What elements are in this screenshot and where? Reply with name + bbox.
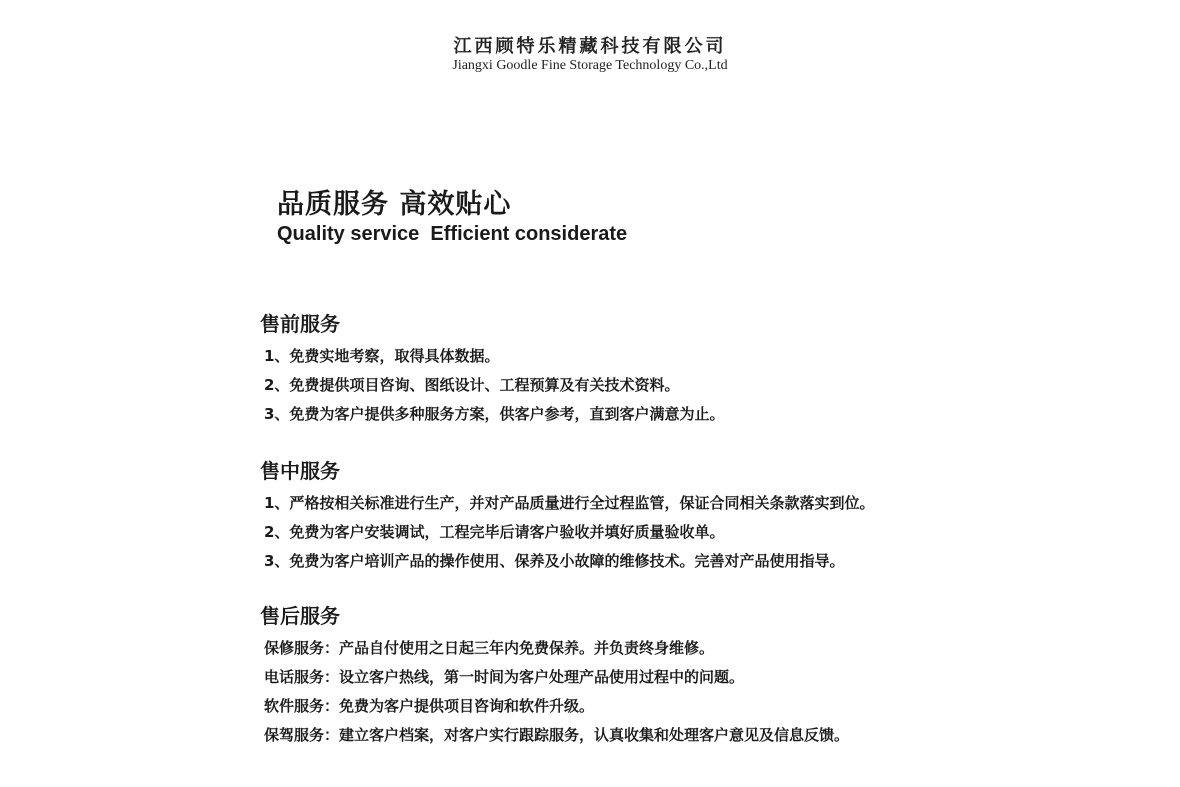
company-name-cn: 江西顾特乐精藏科技有限公司: [453, 36, 727, 57]
list-item: 1、免费实地考察，取得具体数据。: [264, 347, 500, 365]
list-item: 2、免费提供项目咨询、图纸设计、工程预算及有关技术资料。: [264, 376, 680, 394]
section-title: 售前服务: [260, 312, 340, 336]
pre-sale-section: [260, 310, 1020, 429]
slogan-title-en: Quality service Efficient considerate: [277, 223, 628, 245]
slogan: [277, 188, 627, 246]
list-item: 保修服务：产品自付使用之日起三年内免费保养。并负责终身维修。: [264, 639, 715, 657]
list-item: 3、免费为客户培训产品的操作使用、保养及小故障的维修技术。完善对产品使用指导。: [264, 552, 845, 570]
list-item: 2、免费为客户安装调试，工程完毕后请客户验收并填好质量验收单。: [264, 523, 725, 541]
after-sale-section: [260, 602, 1020, 750]
in-sale-section: [260, 457, 1020, 576]
section-title: 售中服务: [260, 459, 340, 483]
list-item: 软件服务：免费为客户提供项目咨询和软件升级。: [264, 697, 595, 715]
list-item: 1、严格按相关标准进行生产，并对产品质量进行全过程监管，保证合同相关条款落实到位。: [264, 494, 875, 512]
section-title: 售后服务: [260, 604, 340, 628]
list-item: 保驾服务：建立客户档案，对客户实行跟踪服务，认真收集和处理客户意见及信息反馈。: [264, 726, 850, 744]
list-item: 电话服务：设立客户热线，第一时间为客户处理产品使用过程中的问题。: [264, 668, 745, 686]
slogan-title-cn: 品质服务 高效贴心: [277, 189, 512, 220]
list-item: 3、免费为客户提供多种服务方案，供客户参考，直到客户满意为止。: [264, 405, 725, 423]
company-name-en: Jiangxi Goodle Fine Storage Technology Co.,Ltd: [452, 58, 728, 73]
company-header: [0, 36, 1180, 74]
